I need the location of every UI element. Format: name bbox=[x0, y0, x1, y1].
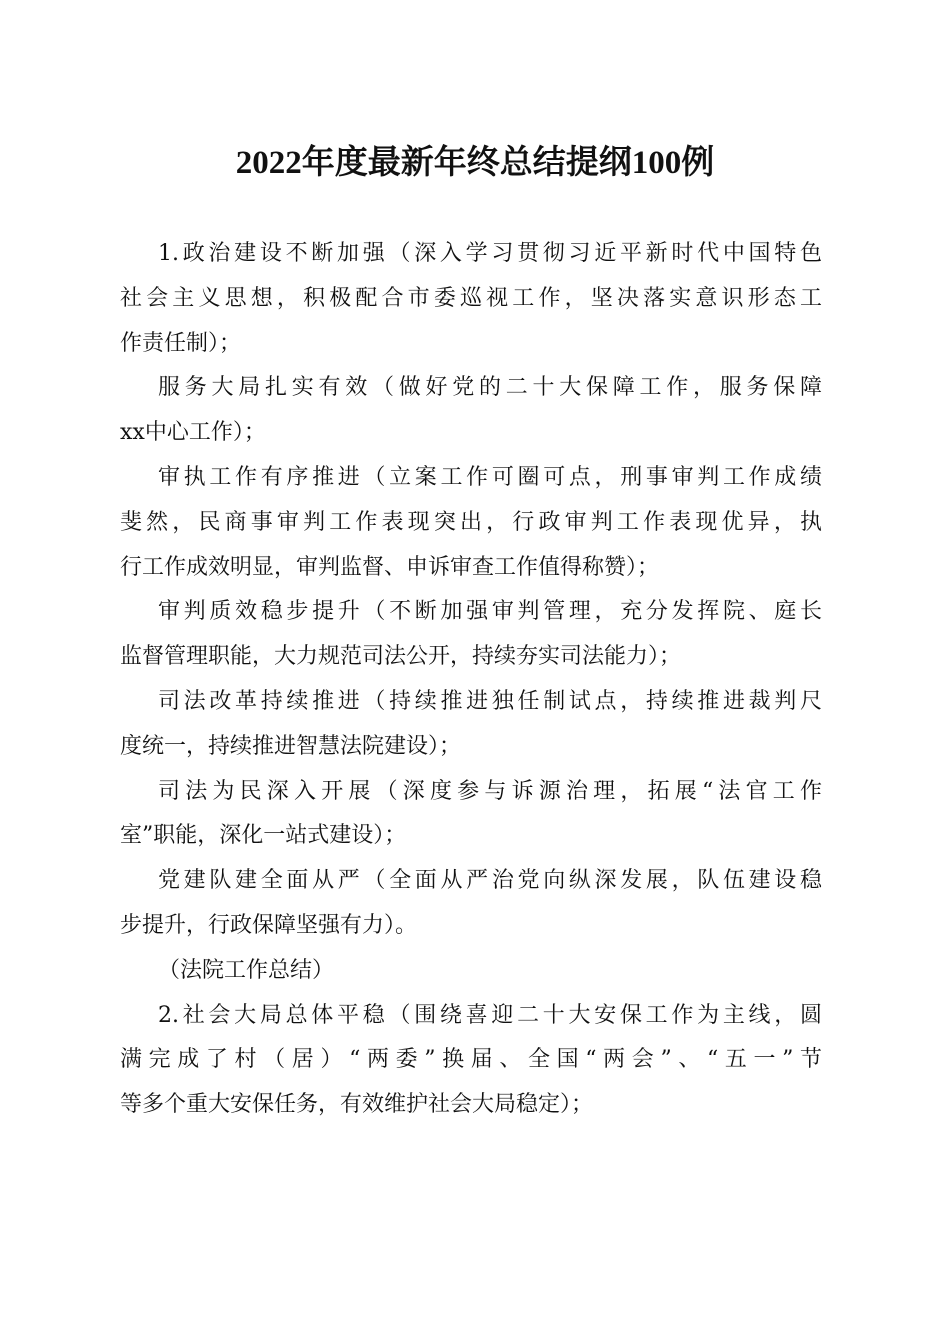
paragraph bbox=[120, 770, 822, 860]
paragraph bbox=[120, 994, 822, 1128]
paragraph-line: （法院工作总结） bbox=[158, 957, 335, 983]
paragraph bbox=[120, 590, 822, 680]
document-body bbox=[120, 232, 822, 1128]
paragraph bbox=[120, 949, 822, 994]
paragraph bbox=[120, 232, 822, 366]
paragraph-line: 服务大局扎实有效（做好党的二十大保障工作，服务保障 bbox=[158, 375, 822, 401]
paragraph-line: 作责任制）； bbox=[120, 330, 242, 356]
paragraph-line: 审执工作有序推进（立案工作可圈可点，刑事审判工作成绩 bbox=[158, 464, 822, 490]
paragraph-line: 等多个重大安保任务，有效维护社会大局稳定）； bbox=[120, 1092, 594, 1118]
paragraph-line: 行工作成效明显，审判监督、申诉审查工作值得称赞）； bbox=[120, 554, 660, 580]
paragraph bbox=[120, 859, 822, 949]
paragraph-line: 社会主义思想，积极配合市委巡视工作，坚决落实意识形态工 bbox=[120, 285, 822, 311]
paragraph-line: 室”职能，深化一站式建设）； bbox=[120, 823, 407, 849]
paragraph-line: 监督管理职能，大力规范司法公开，持续夯实司法能力）； bbox=[120, 644, 682, 670]
paragraph-line: 满完成了村（居）“两委”换届、全国“两会”、“五一”节 bbox=[120, 1047, 822, 1073]
paragraph-line: 司法为民深入开展（深度参与诉源治理，拓展“法官工作 bbox=[158, 778, 822, 804]
paragraph bbox=[120, 366, 822, 456]
paragraph-line: 党建队建全面从严（全面从严治党向纵深发展，队伍建设稳 bbox=[158, 868, 822, 894]
paragraph-line: 1.政治建设不断加强（深入学习贯彻习近平新时代中国特色 bbox=[158, 241, 822, 266]
paragraph bbox=[120, 680, 822, 770]
paragraph-line: 步提升，行政保障坚强有力）。 bbox=[120, 912, 418, 938]
paragraph-line: 度统一，持续推进智慧法院建设）； bbox=[120, 733, 462, 759]
paragraph-line: 审判质效稳步提升（不断加强审判管理，充分发挥院、庭长 bbox=[158, 599, 822, 625]
paragraph-line: 司法改革持续推进（持续推进独任制试点，持续推进裁判尺 bbox=[158, 688, 822, 714]
paragraph-line: xx中心工作）； bbox=[120, 420, 266, 446]
paragraph bbox=[120, 456, 822, 590]
paragraph-line: 斐然，民商事审判工作表现突出，行政审判工作表现优异，执 bbox=[120, 509, 822, 535]
document-title: 2022年度最新年终总结提纲100例 bbox=[235, 145, 715, 181]
paragraph-line: 2.社会大局总体平稳（围绕喜迎二十大安保工作为主线，圆 bbox=[158, 1002, 822, 1028]
